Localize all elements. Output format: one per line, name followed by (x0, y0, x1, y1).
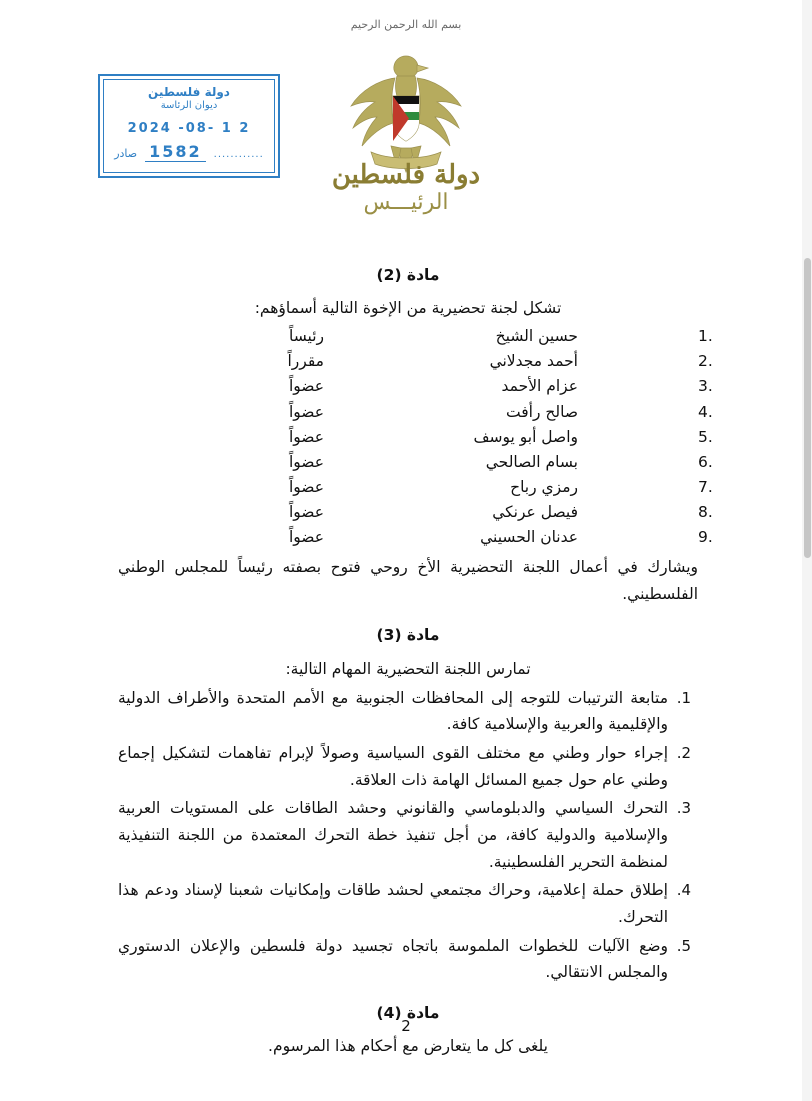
member-index: 9. (698, 528, 713, 547)
list-item: 2. إجراء حوار وطني مع مختلف القوى السياسية وصولاً لإبرام تفاهمات لتشكيل إجماع وطني عام حول جميع المسائل الهامة ذات العلاقة. (118, 740, 672, 793)
article-2-title: مادة (2) (376, 266, 440, 284)
stamp-office-line: ديوان الرئاسة (160, 100, 218, 111)
stamp-serial-number: 1582 (145, 142, 206, 162)
page-scrollbar-thumb[interactable] (804, 258, 811, 558)
page-number: 2 (401, 1017, 411, 1035)
member-name: بسام الصالحي (485, 452, 578, 471)
list-item: 3. التحرك السياسي والدبلوماسي والقانوني وحشد الطاقات على المستويات العربية والإسلامية والدولية كافة، من أجل تنفيذ خطة التحرك المعتمدة من اللجنة التنفيذية لمنظمة التحرير الفلسطينية. (118, 795, 672, 875)
document-body (118, 248, 713, 1076)
article-2-lead: تشكل لجنة تحضيرية من الإخوة التالية أسماؤهم: (254, 299, 562, 318)
list-item (118, 400, 713, 425)
member-index: 7. (698, 477, 713, 496)
member-role: عضواً (288, 377, 324, 396)
member-name: واصل أبو يوسف (473, 427, 578, 446)
article-2-note: ويشارك في أعمال اللجنة التحضيرية الأخ روحي فتوح بصفته رئيساً للمجلس الوطني الفلسطيني. (118, 558, 698, 604)
president-subtitle: الرئيـــس (363, 190, 449, 215)
member-index: 2. (698, 352, 713, 371)
member-role: مقرراً (287, 352, 324, 371)
state-title: دولة فلسطين (331, 160, 481, 190)
member-role: عضواً (288, 503, 324, 522)
member-name: أحمد مجدلاني (489, 352, 578, 371)
member-role: عضواً (288, 477, 324, 496)
article-4-title: مادة (4) (376, 1003, 440, 1022)
list-item (118, 450, 713, 475)
list-item (118, 425, 713, 450)
list-item (118, 500, 713, 525)
stamp-state-line: دولة فلسطين (148, 85, 230, 99)
member-index: 6. (698, 452, 713, 471)
list-item (118, 324, 713, 349)
page-scrollbar-track[interactable] (802, 0, 812, 1101)
member-index: 1. (698, 327, 713, 346)
palestine-eagle-emblem-icon (331, 48, 481, 178)
member-index: 8. (698, 503, 713, 522)
list-item: 4. إطلاق حملة إعلامية، وحراك مجتمعي لحشد طاقات وإمكانيات شعبنا لإسناد ودعم هذا التحرك. (118, 877, 672, 930)
member-name: عزام الأحمد (501, 377, 578, 396)
committee-task-list (118, 685, 698, 986)
bismillah-text: بسم الله الرحمن الرحيم (350, 18, 462, 31)
article-3-title: مادة (3) (376, 626, 440, 645)
list-item (118, 475, 713, 500)
stamp-date: 2 1 -08- 2024 (127, 121, 251, 136)
member-name: عدنان الحسيني (480, 528, 578, 547)
list-item (118, 349, 713, 374)
member-role: عضواً (288, 528, 324, 547)
member-role: عضواً (288, 452, 324, 471)
member-name: حسين الشيخ (495, 327, 578, 346)
list-item (118, 525, 713, 550)
member-name: صالح رأفت (506, 402, 578, 421)
list-item (118, 374, 713, 399)
committee-member-list (118, 324, 713, 550)
member-name: رمزي رباح (510, 477, 578, 496)
member-name: فيصل عرنكي (492, 503, 578, 522)
document-header (0, 0, 812, 245)
stamp-inner-frame (103, 79, 275, 173)
list-item: 1. متابعة الترتيبات للتوجه إلى المحافظات الجنوبية مع الأمم المتحدة والأطراف الدولية والإقليمية والعربية والإسلامية كافة. (118, 685, 672, 738)
member-index: 3. (698, 377, 713, 396)
stamp-dots: ............ (213, 149, 264, 160)
stamp-number-row (112, 142, 266, 162)
member-role: عضواً (288, 427, 324, 446)
member-role: عضواً (288, 402, 324, 421)
article-3-lead: تمارس اللجنة التحضيرية المهام التالية: (285, 659, 531, 678)
member-index: 5. (698, 427, 713, 446)
member-role: رئيساً (288, 327, 324, 346)
stamp-issued-label: صادر (114, 147, 138, 160)
member-index: 4. (698, 402, 713, 421)
list-item: 5. وضع الآليات للخطوات الملموسة باتجاه تجسيد دولة فلسطين والإعلان الدستوري والمجلس الانتقالي. (118, 933, 672, 986)
article-4-text: يلغى كل ما يتعارض مع أحكام هذا المرسوم. (268, 1037, 548, 1056)
